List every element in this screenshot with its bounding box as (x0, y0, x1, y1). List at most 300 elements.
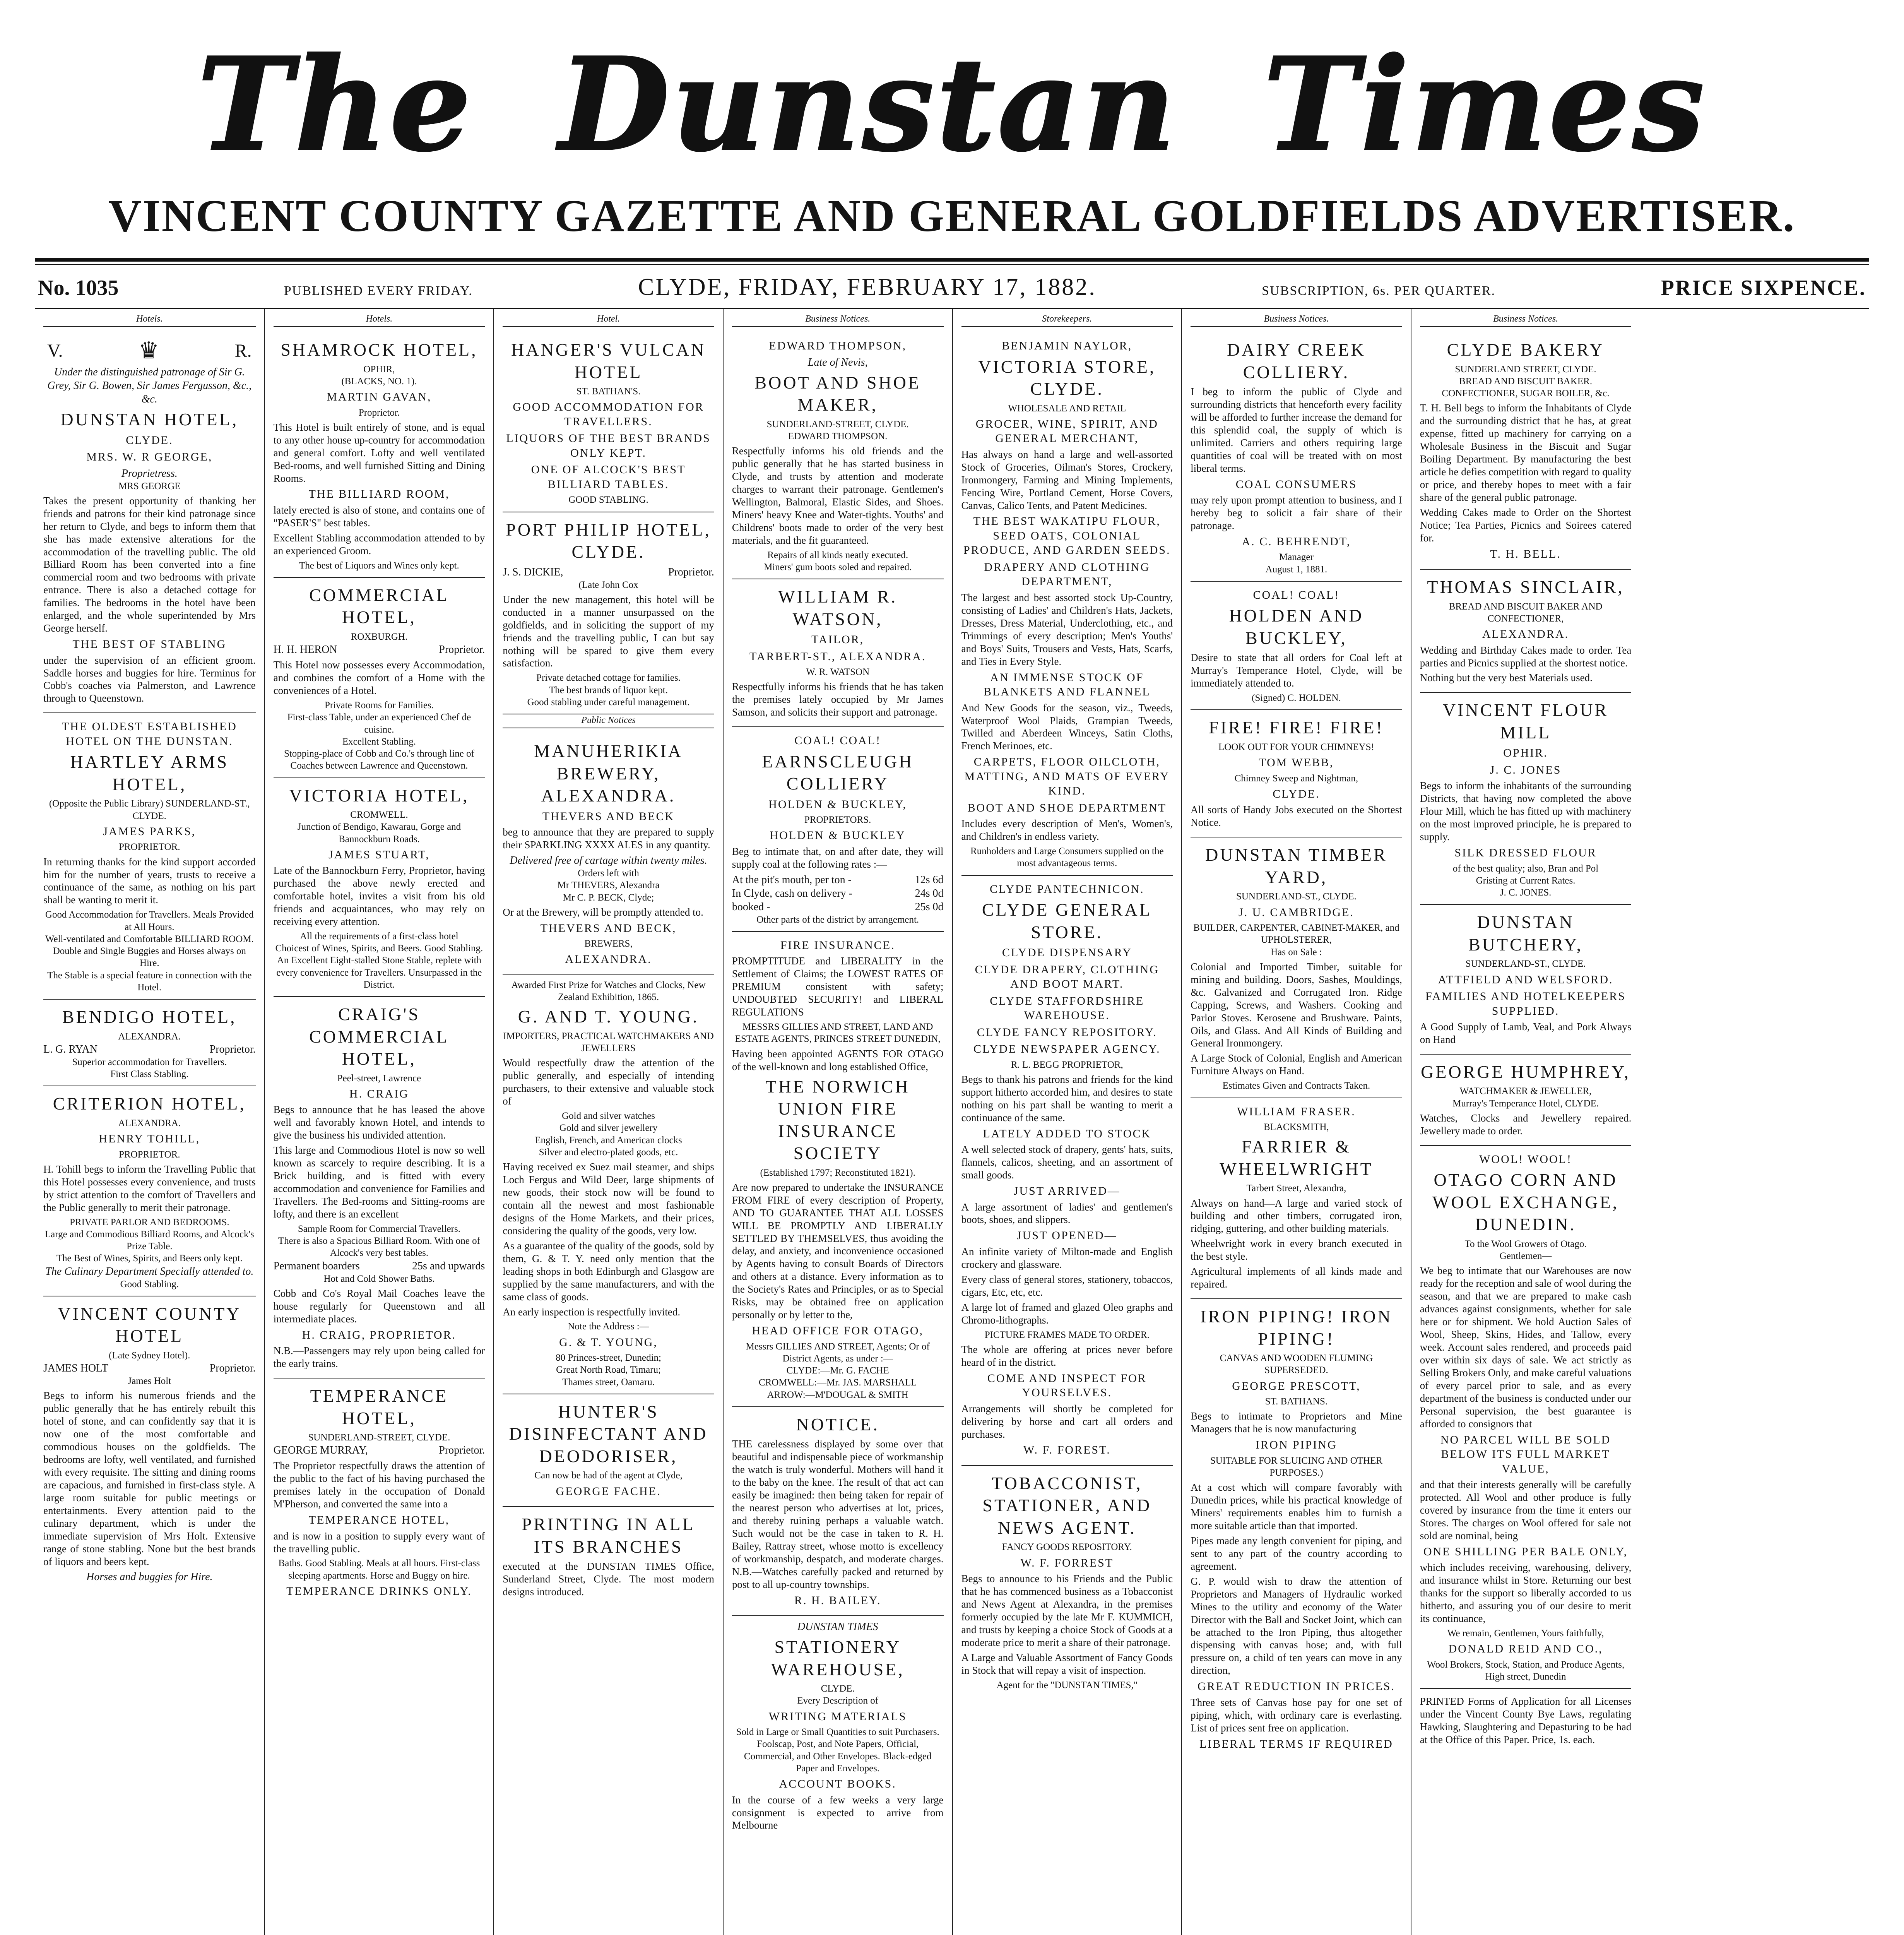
ad-title: CLYDE BAKERY (1447, 340, 1605, 360)
ad-place: SUNDERLAND STREET, CLYDE. (1455, 364, 1596, 375)
ad-body: We beg to intimate that our Warehouses are now ready for the reception and sale of wool during the season, and that we are prepared to make cash advances against consignments, whether for sale here or for shipment. We hold Auction Sales of Wool, Sheep, Skins, Hides, and Tallow, every week. Account sales rendered, and proceeds paid over within six days of sale. We act strictly as Selling Brokers Only, and make careful valuations of every parcel prior to sale, and as every department of the business is conducted under our Personal supervision, the best guarantee is afforded to consignors that (1420, 1265, 1632, 1430)
ad-title: TEMPERANCE HOTEL, (310, 1386, 448, 1428)
ad-line: Hot and Cold Shower Baths. (323, 1273, 435, 1284)
ad-owner: JAMES PARKS, (103, 825, 196, 838)
ad-owner: ATTFIELD AND WELSFORD. (1438, 973, 1613, 986)
ad-subhead: FAMILIES AND HOTELKEEPERS SUPPLIED. (1425, 990, 1626, 1017)
ad-body: Wheelwright work in every branch executed in the best style. (1191, 1238, 1402, 1262)
ad-sub: (BLACKS, NO. 1). (341, 376, 417, 387)
ad-place: OPHIR, (363, 364, 395, 375)
ad-place: ST. BATHANS. (1265, 1396, 1328, 1407)
vulcan-hotel-ad (503, 332, 714, 512)
ad-sub: WHOLESALE AND RETAIL (1008, 403, 1126, 414)
ad-title: FIRE! FIRE! FIRE! (1208, 717, 1384, 738)
board-price: 25s and upwards (412, 1260, 485, 1272)
ad-title: DUNSTAN BUTCHERY, (1468, 912, 1583, 954)
ad-line: Sold in Large or Small Quantities to suit Purchasers. (736, 1727, 939, 1738)
ad-subhead: AN IMMENSE STOCK OF BLANKETS AND FLANNEL (983, 671, 1151, 699)
column-2 (264, 309, 494, 1935)
ad-line: Has on Sale : (1271, 947, 1322, 957)
ad-line: GEORGE FACHE. (556, 1485, 661, 1498)
ad-byline: W. R. WATSON (806, 667, 870, 677)
ad-line: Silver and electro-plated goods, etc. (539, 1147, 678, 1158)
ad-place: CROMWELL. (350, 810, 408, 820)
ad-body: and that their interests generally will be carefully protected. All Wool and other produce is fully covered by insurance from the time it enters our Stores. The charges on Wool offered for sale not sold are nominal, being (1420, 1479, 1632, 1541)
ad-body: I beg to inform the public of Clyde and surrounding districts that henceforth every facility will be afforded to further increase the demand for this splendid coal, the supply of which is unlimited. Carriers and others requiring large quantities of coal will be treated with on most liberal terms. (1191, 386, 1402, 474)
subtitle: VINCENT COUNTY GAZETTE AND GENERAL GOLDFIELDS ADVERTISER. (108, 190, 1796, 241)
ad-owner: R. L. BEGG PROPRIETOR, (1011, 1059, 1123, 1070)
ad-title: PRINTING IN ALL ITS BRANCHES (522, 1514, 695, 1557)
ad-body: Are now prepared to undertake the INSURANCE FROM FIRE of every description of Property, AND TO GUARANTEE THAT ALL LOSSES WILL BE PROMPTLY AND LIBERALLY SETTLED BY THEMSELVES, thus avoiding the delay, and anxiety, and inconvenience occasioned by Agents having to consult Boards of Directors and others at a distance. Every information as to the Society's Rates and Principles, or as to Special Risks, may be obtained free on application personally or by letter to the, (732, 1181, 944, 1321)
ad-title: OTAGO CORN AND WOOL EXCHANGE, DUNEDIN. (1432, 1170, 1619, 1235)
rate-value: 25s 0d (915, 901, 944, 913)
ad-body: Has always on hand a large and well-assorted Stock of Groceries, Oilman's Stores, Crockery, Ironmongery, Farming and Mining Implements, Fencing Wire, Portland Cement, Horse Covers, Canvas, Calico Tents, and Patent Medicines. (961, 448, 1173, 511)
fraser-blacksmith-ad (1191, 1098, 1402, 1300)
ad-body: A well selected stock of drapery, gents' hats, suits, flannels, calicos, sheeting, and an assortment of small goods. (961, 1144, 1173, 1181)
dunstan-hotel-ad (43, 332, 256, 713)
title-word-3: Times (1263, 29, 1707, 180)
ad-body: At a cost which will compare favorably with Dunedin prices, while his practical knowledge of Miners' requirements enables him to furnish a more suitable article than that imported. (1191, 1481, 1402, 1531)
ad-body: A Large and Valuable Assortment of Fancy Goods in Stock that will repay a visit of inspection. (961, 1651, 1173, 1676)
ad-title: VINCENT COUNTY HOTEL (58, 1303, 241, 1346)
ad-line: G. & T. YOUNG, (559, 1336, 658, 1349)
ad-place: ALEXANDRA. (118, 1031, 181, 1042)
ad-body: And New Goods for the season, viz., Tweeds, Waterproof Wool Plaids, Grampian Tweeds, Twilled and Aberdeen Winceys, Satin Cloths, French Merinoes, etc. (961, 702, 1173, 752)
ad-body: Begs to inform the inhabitants of the surrounding Districts, that having now completed the above Flour Mill, which he has fitted up with machinery on the most improved principle, he is prepared to supply. (1420, 780, 1632, 843)
ad-title: G. AND T. YOUNG. (518, 1007, 699, 1027)
ad-sub: BREAD AND BISCUIT BAKER AND CONFECTIONER, (1449, 601, 1603, 624)
ad-byline: EDWARD THOMPSON. (788, 431, 888, 442)
ad-line: Wool Brokers, Stock, Station, and Produce Agents, High street, Dunedin (1427, 1659, 1625, 1682)
ad-owner: GEORGE PRESCOTT, (1232, 1379, 1361, 1392)
ad-title: THE NORWICH UNION FIRE INSURANCE SOCIETY (765, 1076, 910, 1163)
ad-body: Beg to intimate that, on and after date, they will supply coal at the following rates :— (732, 845, 944, 870)
ad-body: Always on hand—A large and varied stock of building and other timbers, corrugated iron, ridging, guttering, and other building materials. (1191, 1197, 1402, 1235)
ad-role: PROPRIETORS. (804, 815, 871, 825)
ad-owner: WILLIAM FRASER. (1237, 1105, 1356, 1118)
ad-pre: THE OLDEST ESTABLISHED HOTEL ON THE DUNSTAN. (62, 720, 237, 748)
ad-sub: LOOK OUT FOR YOUR CHIMNEYS! (1218, 741, 1374, 752)
ad-line: Good Stabling. (120, 1279, 179, 1289)
dateline (35, 265, 1869, 308)
ad-title: THOMAS SINCLAIR, (1427, 577, 1624, 597)
ad-line: LIBERAL TERMS IF REQUIRED (1199, 1737, 1393, 1750)
ad-sign: W. F. FOREST. (1023, 1444, 1111, 1457)
ad-subhead: GROCER, WINE, SPIRIT, AND GENERAL MERCHANT, (975, 417, 1158, 445)
ad-body: Nothing but the very best Materials used. (1420, 672, 1593, 684)
ad-subhead: LATELY ADDED TO STOCK (983, 1127, 1151, 1140)
ad-line: of the best quality; also, Bran and Pol (1452, 863, 1599, 874)
ad-body: Cobb and Co's Royal Mail Coaches leave the house regularly for Queenstown and all intermediate places. (273, 1287, 485, 1325)
manuherikia-brewery-ad (503, 734, 714, 975)
rate-value: 24s 0d (915, 887, 944, 899)
ad-owner: J. C. JONES (1490, 763, 1562, 776)
ad-place: SUNDERLAND-STREET, CLYDE. (766, 419, 909, 430)
ad-body: As a guarantee of the quality of the goods, sold by them, G. & T. Y. need only mention that the leading shops in both Edinburgh and Glasgow are supplied by the same manufacturers, and with the same class of goods. (503, 1240, 714, 1303)
ad-line: ARROW:—M'DOUGAL & SMITH (767, 1389, 908, 1400)
ad-byline: W. F. FORREST (1020, 1556, 1114, 1569)
ad-sub: (Late John Cox (578, 579, 638, 590)
ad-byline: MRS GEORGE (118, 481, 181, 491)
ad-subhead: GREAT REDUCTION IN PRICES. (1197, 1680, 1395, 1693)
ad-body: may rely upon prompt attention to business, and I hereby beg to solicit a fair share of their patronage. (1191, 494, 1402, 531)
ad-owner: TOM WEBB, (1259, 756, 1334, 769)
ad-body: An infinite variety of Milton-made and English crockery and glassware. (961, 1245, 1173, 1270)
column-heading: Hotel. (503, 313, 714, 327)
ad-title: CRAIG'S COMMERCIAL HOTEL, (309, 1004, 449, 1069)
ad-line: CLYDE STAFFORDSHIRE WAREHOUSE. (990, 994, 1144, 1022)
victoria-store-ad (961, 332, 1173, 876)
ad-body: lately erected is also of stone, and contains one of "PASER'S" best tables. (273, 504, 485, 529)
rate-label: In Clyde, cash on delivery - (732, 887, 852, 899)
ad-sign: A. C. BEHRENDT, (1242, 535, 1351, 548)
ad-byline: James Holt (128, 1376, 171, 1387)
ad-body: Watches, Clocks and Jewellery repaired. Jewellery made to order. (1420, 1112, 1632, 1137)
ad-line: Gold and silver jewellery (559, 1123, 658, 1134)
printing-ad (503, 1507, 714, 1606)
sinclair-baker-ad (1420, 570, 1632, 693)
ad-line: Every Description of (797, 1695, 879, 1706)
ad-body: Pipes made any length convenient for piping, and sent to any part of the country according to agreement. (1191, 1534, 1402, 1572)
ad-line: CLYDE NEWSPAPER AGENCY. (973, 1043, 1161, 1056)
ad-owner: MRS. W. R GEORGE, (86, 450, 213, 463)
ad-subhead: THE BEST WAKATIPU FLOUR, SEED OATS, COLONIAL PRODUCE, AND GARDEN SEEDS. (963, 515, 1171, 557)
title-word-2: Dunstan (559, 29, 1178, 180)
criterion-hotel-ad (43, 1086, 256, 1296)
ad-body: Begs to announce that he has leased the above well and favorably known Hotel, and intends to give the business his undivided attention. (273, 1104, 485, 1141)
ad-title: BENDIGO HOTEL, (62, 1007, 237, 1027)
ad-line: GOOD ACCOMMODATION FOR TRAVELLERS. (513, 401, 704, 428)
ad-title: BOOT AND SHOE MAKER, (754, 372, 921, 414)
ad-line: MESSRS GILLIES AND STREET, LAND AND ESTATE AGENTS, PRINCES STREET DUNEDIN, (735, 1022, 941, 1045)
ad-sub: Late of Nevis, (807, 356, 868, 368)
ad-subhead: DRAPERY AND CLOTHING DEPARTMENT, (984, 560, 1150, 588)
ad-subhead: IRON PIPING (1256, 1438, 1337, 1452)
ad-sign: ALEXANDRA. (565, 953, 652, 966)
column-heading: Storekeepers. (961, 313, 1173, 327)
victoria-hotel-ad (274, 778, 485, 997)
ad-body: PROMPTITUDE and LIBERALITY in the Settlement of Claims; the LOWEST RATES OF PREMIUM consistent with safety; UNDOUBTED SECURITY! and LIBERAL REGULATIONS (732, 955, 944, 1018)
chimney-sweep-ad (1191, 710, 1402, 837)
ad-line: We remain, Gentlemen, Yours faithfully, (1447, 1628, 1604, 1639)
ad-line: CLYDE DRAPERY, CLOTHING AND BOOT MART. (975, 963, 1159, 991)
stationery-ad (732, 1616, 944, 1839)
ad-body: Agricultural implements of all kinds made and repaired. (1191, 1265, 1402, 1290)
ad-line: Junction of Bendigo, Kawarau, Gorge and Bannockburn Roads. (297, 822, 461, 844)
masthead (35, 23, 1869, 308)
columns (35, 308, 1869, 1935)
ad-sign: R. H. BAILEY. (794, 1594, 881, 1607)
title-word-1: The (197, 29, 474, 180)
ad-title: HOLDEN AND BUCKLEY, (1229, 606, 1364, 648)
ad-sub: To the Wool Growers of Otago. (1464, 1238, 1587, 1249)
ad-body: Three sets of Canvas hose pay for one set of piping, which, with ordinary care is everlasting. List of prices sent free on application. (1191, 1696, 1402, 1734)
ad-body: Begs to inform his numerous friends and the public generally that he has entirely rebuilt this hotel of stone, and can confidently say that it is now one of the most comfortable and commodious houses on the goldfields. The bedrooms are lofty, well ventilated, and furnished with every requisite. The sitting and dining rooms are capacious, and furnished in first-class style. A large room suitable for public meetings or entertainments. Every attention paid to the culinary department, which is under the immediate supervision of Mrs Holt. Extensive range of stone stabling. None but the best brands of liquors and beers kept. (43, 1390, 256, 1567)
ad-pre: WOOL! WOOL! (1479, 1152, 1572, 1166)
ad-line: Gold and silver watches (562, 1111, 655, 1122)
ad-owner: J. U. CAMBRIDGE. (1239, 906, 1354, 919)
masthead-rule (35, 258, 1869, 262)
ad-line: The Best of Wines, Spirits, and Beers only kept. (56, 1253, 243, 1264)
ad-title: DAIRY CREEK COLLIERY. (1227, 340, 1366, 382)
column-heading: Hotels. (274, 313, 485, 327)
ad-role: Proprietor. (209, 1362, 256, 1375)
ad-line: GOOD STABLING. (568, 495, 648, 505)
ad-role: Chimney Sweep and Nightman, (1234, 773, 1358, 784)
column-heading: Business Notices. (1420, 313, 1632, 327)
port-philip-hotel-ad (503, 512, 714, 715)
ad-body: Takes the present opportunity of thanking her friends and patrons for their kind patronage since her return to Clyde, and begs to inform them that she has made extensive alterations for the accommodation of the travelling public. The old Billiard Room has been converted into a fine commercial room and two bedrooms with private entrance. There is also a detached cottage for families. The bedrooms in the hotel have been enlarged, and the whole superintended by Mrs George herself. (43, 495, 256, 634)
ad-sign: (Signed) C. HOLDEN. (1252, 693, 1341, 704)
ad-body: Would respectfully draw the attention of the public generally, and especially of intending purchasers, to their extensive and valuable stock of (503, 1057, 714, 1107)
dairy-creek-colliery-ad (1191, 332, 1402, 582)
earnscleugh-colliery-ad (732, 727, 944, 932)
ad-line: The Culinary Department Specially attended to. (45, 1265, 254, 1277)
ad-body: Late of the Bannockburn Ferry, Proprietor, having purchased the above newly erected and comfortable hotel, invites a visit from his old friends and acquaintances, who may rely on receiving every attention. (273, 865, 485, 927)
ad-body: A large assortment of ladies' and gentlemen's boots, shoes, and slippers. (961, 1201, 1173, 1226)
ad-title: WILLIAM R. WATSON, (778, 587, 898, 629)
ad-body: Desire to state that all orders for Coal left at Murray's Temperance Hotel, Clyde, will be immediately attended to. (1191, 652, 1402, 689)
ad-line: Foolscap, Post, and Note Papers, Official, Commercial, and Other Envelopes. Black-edged Paper and Envelopes. (744, 1739, 932, 1774)
ad-line: Double and Single Buggies and Horses always on Hire. (53, 946, 246, 969)
ad-line: There is also a Spacious Billiard Room. With one of Alcock's very best tables. (278, 1236, 480, 1259)
ad-line: Sample Room for Commercial Travellers. (298, 1223, 460, 1234)
ad-pre: DUNSTAN TIMES (797, 1621, 878, 1633)
ad-place: SUNDERLAND-STREET, CLYDE. (308, 1432, 450, 1443)
ad-body: An early inspection is respectfully invited. (503, 1306, 681, 1318)
ad-body: and is now in a position to supply every want of the travelling public. (273, 1530, 485, 1555)
ad-pre: COAL! COAL! (1253, 588, 1340, 601)
ad-line: Great North Road, Timaru; (556, 1365, 661, 1375)
ad-title: VICTORIA STORE, CLYDE. (978, 356, 1156, 399)
ad-owner: THEVERS AND BECK (542, 810, 675, 823)
ad-place: CLYDE. (1273, 787, 1320, 800)
ad-owner: J. S. DICKIE, (503, 566, 563, 578)
ad-body: This Hotel is built entirely of stone, and is equal to any other house up-country for accommodation and general comfort. Lofty and well ventilated Bed-rooms, and well furnished Sitting and Dining Rooms. (273, 421, 485, 484)
ad-line: Well-ventilated and Comfortable BILLIARD ROOM. (45, 933, 254, 944)
ad-body: Begs to thank his patrons and friends for the kind support hitherto accorded him, and desires to state nothing on his part shall be wanting to merit a continuance of the same. (961, 1073, 1173, 1123)
forrest-tobacconist-ad (961, 1466, 1173, 1697)
vincent-county-hotel-ad (43, 1296, 256, 1589)
ad-body: Includes every description of Men's, Women's, and Children's in endless variety. (961, 818, 1173, 842)
ad-role: Proprietor. (358, 407, 400, 418)
owner-line (274, 1444, 485, 1457)
owner-line (503, 565, 714, 579)
ad-sub: BREAD AND BISCUIT BAKER. CONFECTIONER, SUGAR BOILER, &c. (1442, 376, 1610, 399)
ad-body: Excellent Stabling accommodation attended to by an experienced Groom. (273, 532, 485, 557)
ad-place: Tarbert Street, Alexandra, (1246, 1183, 1346, 1194)
clyde-pantechnicon-ad (961, 876, 1173, 1466)
temperance-hotel-ad (274, 1378, 485, 1606)
ad-title: STATIONERY WAREHOUSE, (771, 1637, 905, 1679)
ad-owner: JAMES STUART, (328, 848, 430, 861)
column-5 (952, 309, 1182, 1935)
ad-line: Private detached cottage for families. (536, 673, 681, 683)
ad-line: HEAD OFFICE FOR OTAGO, (752, 1324, 924, 1337)
ad-body: executed at the DUNSTAN TIMES Office, Sunderland Street, Clyde. The most modern designs introduced. (503, 1560, 714, 1598)
ad-body: N.B.—Passengers may rely upon being called for the early trains. (273, 1345, 485, 1370)
ad-title: DUNSTAN TIMBER YARD, (1205, 845, 1387, 887)
ad-place: ALEXANDRA. (118, 1118, 181, 1128)
ad-body: Under the new management, this hotel will be conducted in a manner unsurpassed on the goldfields, and in soliciting the support of my friends and the travelling public, I can but say nothing will be spared to give them every satisfaction. (503, 593, 714, 669)
royal-crest (43, 336, 256, 365)
owner-line (43, 1361, 256, 1375)
ad-sign: DONALD REID AND CO., (1448, 1642, 1603, 1656)
rate-label: At the pit's mouth, per ton - (732, 873, 852, 886)
humphrey-watchmaker-ad (1420, 1055, 1632, 1146)
ad-sub: (Opposite the Public Library) SUNDERLAND-ST., CLYDE. (49, 798, 250, 821)
ad-place: CLYDE. (126, 433, 173, 447)
fire-insurance-ad (732, 932, 944, 1407)
ad-line: The best of Liquors and Wines only kept. (299, 560, 459, 571)
ad-subhead: JUST OPENED— (1016, 1229, 1117, 1242)
owner-line (274, 643, 485, 656)
ad-body: beg to announce that they are prepared to supply their SPARKLING XXXX ALES in any quantity. (503, 826, 714, 851)
ad-line: Choicest of Wines, Spirits, and Beers. Good Stabling. (275, 943, 483, 954)
ad-place: OPHIR. (1503, 747, 1548, 760)
ad-line: Excellent Stabling. (342, 736, 416, 747)
price: PRICE SIXPENCE. (1661, 276, 1866, 300)
subscription-note: SUBSCRIPTION, 6s. PER QUARTER. (1262, 284, 1496, 298)
ad-line: The best brands of liquor kept. (549, 685, 668, 695)
craigs-hotel-ad (274, 997, 485, 1378)
ad-line: Mr C. P. BECK, Clyde; (563, 892, 654, 903)
ad-body: Having received ex Suez mail steamer, and ships Loch Fergus and Wild Deer, large shipments of new goods, their stock now will be found to contain all the newest and most fashionable designs of the Home Markets, and their prices, considering the quality of the goods, very low. (503, 1161, 714, 1236)
ad-title: NOTICE. (796, 1414, 879, 1434)
column-heading: Hotels. (43, 313, 256, 327)
column-7 (1411, 309, 1640, 1935)
ad-subhead: TEMPERANCE HOTEL, (308, 1514, 450, 1527)
ad-title: DUNSTAN HOTEL, (60, 409, 239, 429)
ad-body: H. Tohill begs to inform the Travelling Public that this Hotel possesses every convenience, and trusts by strict attention to the comfort of Travellers and the Public generally to merit their patronage. (43, 1163, 256, 1213)
ad-line: First-class Table, under an experienced Chef de cuisine. (287, 712, 471, 735)
ad-body: In the course of a few weeks a very large consignment is expected to arrive from Melbourne (732, 1794, 944, 1831)
ad-owner: H. CRAIG (349, 1087, 409, 1100)
ad-title: FARRIER & WHEELWRIGHT (1220, 1137, 1373, 1179)
ad-sub: CANVAS AND WOODEN FLUMING SUPERSEDED. (1220, 1353, 1373, 1376)
ad-body: The Proprietor respectfully draws the attention of the public to the fact of his having purchased the premises lately in the occupation of Donald M'Pherson, and converted the same into a (273, 1460, 485, 1510)
thompson-bootmaker-ad (732, 332, 944, 579)
ad-line: All the requirements of a first-class hotel (300, 931, 458, 942)
ad-line: Gristing at Current Rates. (1476, 875, 1576, 886)
ad-line: ONE OF ALCOCK'S BEST BILLIARD TABLES. (531, 463, 686, 491)
ad-body: Respectfully informs his friends that he has taken the premises lately occupied by Mr James Samson, and solicits their support and patronage. (732, 681, 944, 718)
young-jewellers-ad (503, 975, 714, 1394)
ad-subhead: SILK DRESSED FLOUR (1454, 846, 1597, 860)
ad-title: CRITERION HOTEL, (53, 1094, 246, 1114)
ad-line: CLYDE PANTECHNICON. (990, 882, 1144, 896)
ad-place: ST. BATHAN'S. (576, 386, 641, 397)
ad-title: VICTORIA HOTEL, (289, 785, 469, 805)
ad-title: CLYDE GENERAL STORE. (982, 900, 1152, 942)
ad-role: Proprietor. (439, 1444, 485, 1457)
ad-role: PROPRIETOR. (119, 1149, 180, 1160)
column-1 (35, 309, 264, 1935)
ad-subhead: NO PARCEL WILL BE SOLD BELOW ITS FULL MARKET VALUE, (1440, 1433, 1611, 1475)
ad-owner: HENRY TOHILL, (99, 1132, 200, 1146)
ad-byline: HOLDEN & BUCKLEY (770, 829, 906, 842)
ad-place: Murray's Temperance Hotel, CLYDE. (1452, 1098, 1599, 1109)
ad-body: The largest and best assorted stock Up-Country, consisting of Ladies' and Children's Hats, Jackets, Dresses, Dress Material, Underclothing, etc., and Trimmings of every description; Men's Youths' and Boys' Suits, Trousers and Vests, Hats, Scarfs, and Ties in Every Style. (961, 591, 1173, 667)
ad-owner: JAMES HOLT (43, 1362, 108, 1375)
ad-title: EARNSCLEUGH COLLIERY (762, 751, 914, 794)
ad-subhead: JUST ARRIVED— (1013, 1185, 1121, 1197)
ad-body: Colonial and Imported Timber, suitable for mining and building. Doors, Sashes, Mouldings, &c. Galvanized and Corrugated Iron. Ridge Capping, Screws, and Washers. Cooking and Parlor Stoves. Kerosene and Brushware. Paints, Oils, and Glass. And All Kinds of Building and General Ironmongery. (1191, 961, 1402, 1049)
ad-place: SUNDERLAND-ST., CLYDE. (1236, 891, 1357, 902)
ad-line: Private Rooms for Families. (324, 700, 434, 711)
ad-sign: THEVERS AND BECK, (540, 921, 677, 935)
column-3 (493, 309, 723, 1935)
ad-sub: BUILDER, CARPENTER, CABINET-MAKER, and UPHOLSTERER, (1193, 923, 1399, 945)
ad-title: GEORGE HUMPHREY, (1421, 1062, 1630, 1082)
ad-line: CLYDE DISPENSARY (1002, 946, 1132, 959)
owner-line (43, 1043, 256, 1056)
published-note: PUBLISHED EVERY FRIDAY. (284, 284, 473, 298)
ad-line: The Stable is a special feature in connection with the Hotel. (47, 970, 252, 993)
watson-tailor-ad (732, 579, 944, 727)
ad-line: Other parts of the district by arrangement. (756, 914, 919, 925)
ad-line: Messrs GILLIES AND STREET, Agents; Or of District Agents, as under :— (746, 1341, 930, 1364)
ad-subhead: COAL CONSUMERS (1235, 478, 1357, 491)
issue-date: CLYDE, FRIDAY, FEBRUARY 17, 1882. (638, 274, 1097, 300)
ad-sub: (Late Sydney Hotel). (109, 1350, 190, 1361)
ad-body: Begs to announce to his Friends and the Public that he has commenced business as a Tobacconist and News Agent at Alexandra, in the premises formerly occupied by the late Mr F. KUMMICH, and trusts by keeping a choice Stock of Goods at a moderate price to merit a share of their patronage. (961, 1573, 1173, 1648)
ad-body: THE carelessness displayed by some over that beautiful and indispensable piece of workmanship the watch is truly wonderful. Mothers will hand it to the baby on the knee. The result of that act can easily be imagined: then being taken for repair of the nearest person who advertises at lot, prices, and thereby ruining perhaps a valuable watch. Such would not be the case in taken to R. H. Bailey, Rattray street, whose motto is excellency of workmanship, despatch, and moderate charges. N.B.—Watches carefully packed and returned by post to all up-country townships. (732, 1438, 944, 1590)
ad-line: First Class Stabling. (110, 1069, 189, 1080)
ad-subhead: THE BEST OF STABLING (72, 638, 227, 651)
ad-owner: BENJAMIN NAYLOR, (1002, 339, 1132, 352)
ad-title: SHAMROCK HOTEL, (281, 340, 478, 360)
ad-line: Can now be had of the agent at Clyde, (534, 1470, 683, 1481)
hartley-arms-ad (43, 713, 256, 1000)
ad-title: HARTLEY ARMS HOTEL, (70, 752, 229, 794)
ad-body: G. P. would wish to draw the attention of Proprietors and Managers of Hydraulic worked Mines to the utility and economy of the Water Director with the Ball and Socket Joint, which can be attached to the Iron Piping, thus altogether dispensing with canvas hose; and, with full pressure on, a child of ten years can move in any direction, (1191, 1575, 1402, 1676)
iron-piping-ad (1191, 1299, 1402, 1759)
ad-line: Mr THEVERS, Alexandra (557, 880, 660, 891)
ad-line: Estimates Given and Contracts Taken. (1222, 1081, 1370, 1091)
ad-body: Respectfully informs his old friends and the public generally that he has started business in Clyde, and trusts by attention and moderate charges to warrant their patronage. Gentlemen's Wellington, Balmoral, Elastic Sides, and Shoes. Miners' heavy Knee and Water-tights. Youths' and Childrens' boots made to order of the very best materials, and the fit guaranteed. (732, 445, 944, 546)
ad-place: ROXBURGH. (351, 631, 408, 642)
ad-place: SUNDERLAND-ST., CLYDE. (1465, 959, 1586, 969)
ad-sub: FANCY GOODS REPOSITORY. (1002, 1542, 1132, 1553)
ad-role: Manager (1279, 552, 1314, 563)
ad-line: Repairs of all kinds neatly executed. (767, 550, 908, 560)
rate-label: booked - (732, 901, 770, 913)
ad-body: T. H. Bell begs to inform the Inhabitants of Clyde and the surrounding district that he has, at great expense, fitted up machinery for carrying on a Wholesale Business in the Biscuit and Sugar Boiling Department. By manufacturing the best article he defies competition with regard to quality or price, and thereby hopes to meet with a fair share of the general public patronage. (1420, 402, 1632, 503)
ad-title: HANGER'S VULCAN HOTEL (511, 340, 706, 382)
ad-line: Good Accommodation for Travellers. Meals Provided at All Hours. (45, 909, 254, 932)
rate-row (732, 873, 944, 887)
ad-line: Horses and buggies for Hire. (86, 1571, 213, 1583)
ad-owner: MARTIN GAVAN, (327, 390, 432, 403)
ad-role: Proprietor. (209, 1043, 256, 1055)
ad-title: COMMERCIAL HOTEL, (309, 585, 449, 627)
ad-body: PRINTED Forms of Application for all Licenses under the Vincent County Bye Laws, regulating Hawking, Slaughtering and Depasturing to be had at the Office of this Paper. Price, 1s. each. (1420, 1695, 1632, 1745)
ad-line: LIQUORS OF THE BEST BRANDS ONLY KEPT. (506, 432, 711, 459)
ad-title: VINCENT FLOUR MILL (1442, 700, 1609, 742)
ad-line: WRITING MATERIALS (768, 1710, 907, 1723)
crown-icon: ♛ (138, 338, 159, 363)
ad-pre: COAL! COAL! (794, 734, 881, 747)
ad-subhead: COME AND INSPECT FOR YOURSELVES. (987, 1372, 1147, 1399)
ad-sign: T. H. BELL. (1490, 547, 1561, 560)
shamrock-hotel-ad (274, 332, 485, 578)
ad-pre: Awarded First Prize for Watches and Clocks, New Zealand Exhibition, 1865. (511, 979, 706, 1003)
ad-sub: (Established 1797; Reconstituted 1821). (760, 1167, 915, 1178)
bendigo-hotel-ad (43, 1000, 256, 1086)
ad-line: Good stabling under careful management. (527, 697, 690, 707)
ad-place: ALEXANDRA. (1482, 628, 1569, 641)
